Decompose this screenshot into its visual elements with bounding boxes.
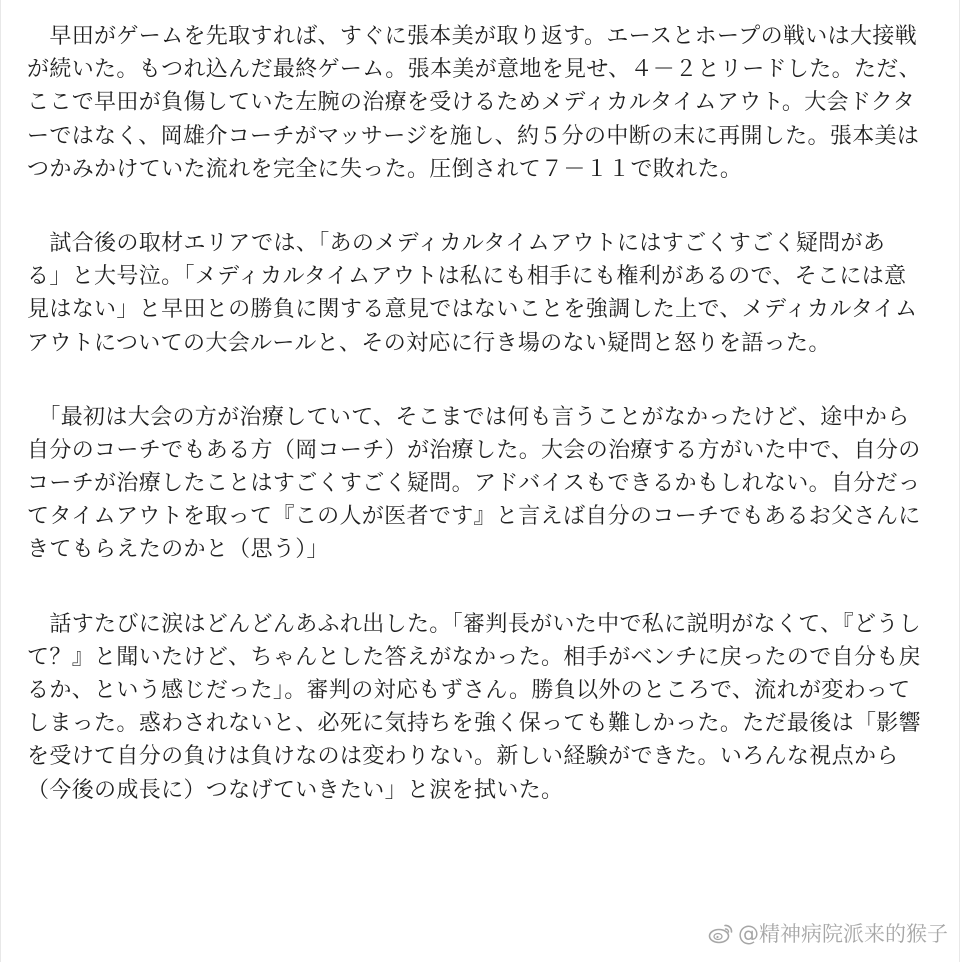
- paragraph-line: 早田がゲームを先取すれば、すぐに張本美が取り返す。エースとホープの戦いは大接戦: [27, 24, 918, 49]
- paragraph-line: 「最初は大会の方が治療していて、そこまでは何も言うことがなかったけど、途中から: [27, 404, 910, 430]
- paragraph-line: アウトについての大会ルールと、その対応に行き場のない疑問と怒りを語った。: [27, 330, 831, 356]
- watermark-text: @精神病院派来的猴子: [738, 922, 948, 946]
- paragraph-line: ーではなく、岡雄介コーチがマッサージを施し、約５分の中断の末に再開した。張本美は: [27, 123, 920, 149]
- paragraph-line: て？』と聞いたけど、ちゃんとした答えがなかった。相手がベンチに戻ったので自分も戻: [27, 644, 922, 670]
- paragraph-line: 見はない」と早田との勝負に関する意見ではないことを強調した上で、メディカルタイム: [27, 297, 918, 323]
- weibo-icon: [708, 922, 734, 944]
- paragraph-line: 自分のコーチでもある方（岡コーチ）が治療した。大会の治療する方がいた中で、自分の: [27, 437, 921, 463]
- paragraph-line: る」と大号泣。「メディカルタイムアウトは私にも相手にも権利があるので、そこには意: [27, 264, 907, 290]
- paragraph-1: [27, 20, 949, 186]
- paragraph-line: コーチが治療したことはすごくすごく疑問。アドバイスもできるかもしれない。自分だっ: [27, 471, 921, 497]
- paragraph-line: ここで早田が負傷していた左腕の治療を受けるためメディカルタイムアウト。大会ドクタ: [27, 90, 916, 116]
- paragraph-line: が続いた。もつれ込んだ最終ゲーム。張本美が意地を見せ、４－２とリードした。ただ、: [27, 57, 922, 83]
- paragraph-line: しまった。惑わされないと、必死に気持ちを強く保っても難しかった。ただ最後は「影響: [27, 711, 922, 737]
- paragraph-line: （今後の成長に）つなげていきたい」と涙を拭いた。: [27, 777, 564, 803]
- paragraph-line: きてもらえたのかと（思う）」: [27, 537, 329, 563]
- paragraph-2: [27, 227, 949, 360]
- paragraph-line: つかみかけていた流れを完全に失った。圧倒されて７－１１で敗れた。: [27, 156, 743, 182]
- paragraph-line: てタイムアウトを取って『この人が医者です』と言えば自分のコーチでもあるお父さんに: [27, 504, 921, 530]
- watermark: [708, 918, 948, 948]
- paragraph-4: [27, 608, 949, 807]
- paragraph-line: 話すたびに涙はどんどんあふれ出した。「審判長がいた中で私に説明がなくて、『どうし: [27, 611, 921, 637]
- paragraph-line: を受けて自分の負けは負けなのは変わりない。新しい経験ができた。いろんな視点から: [27, 744, 899, 770]
- paragraph-line: 試合後の取材エリアでは、「あのメディカルタイムアウトにはすごくすごく疑問があ: [27, 230, 886, 256]
- paragraph-line: るか、という感じだった」。審判の対応もずさん。勝負以外のところで、流れが変わって: [27, 678, 911, 703]
- paragraph-3: [27, 401, 949, 567]
